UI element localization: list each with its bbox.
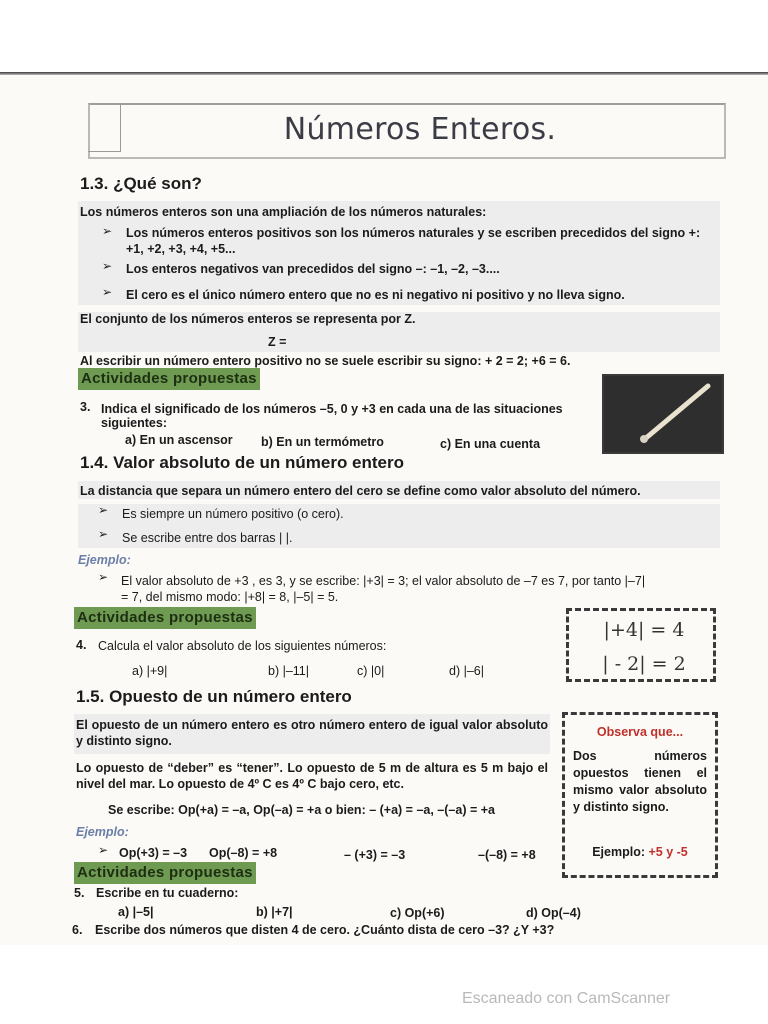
act5-option-b: b) |+7| bbox=[256, 905, 293, 919]
act5-option-c: c) Op(+6) bbox=[390, 906, 445, 920]
sign-text: Al escribir un número entero positivo no se suele escribir su signo: + 2 = 2; +6 = 6. bbox=[80, 354, 571, 368]
act3-text: Indica el significado de los números –5, 0 y +3 en cada una de las situaciones bbox=[101, 402, 563, 416]
arrowhead-bullet-icon: ➢ bbox=[102, 259, 113, 273]
arrowhead-bullet-icon: ➢ bbox=[102, 285, 113, 299]
bullet-positivos-examples: +1, +2, +3, +4, +5... bbox=[126, 242, 236, 256]
abs-value-box bbox=[566, 608, 716, 682]
set-text: El conjunto de los números enteros se representa por Z. bbox=[80, 312, 416, 326]
act5-option-a: a) |–5| bbox=[118, 905, 154, 919]
activities-label: Actividades propuestas bbox=[74, 862, 256, 884]
act4-text: Calcula el valor absoluto de los siguientes números: bbox=[98, 639, 387, 653]
act4-option-d: d) |–6| bbox=[449, 664, 484, 678]
act5-option-d: d) Op(–4) bbox=[526, 906, 581, 920]
observa-box bbox=[562, 712, 718, 878]
camscanner-watermark: Escaneado con CamScanner bbox=[462, 990, 671, 1007]
activities-label: Actividades propuestas bbox=[74, 607, 256, 629]
section-1-3-heading: 1.3. ¿Qué son? bbox=[80, 174, 202, 193]
bullet-cero: El cero es el único número entero que no es ni negativo ni positivo y no lleva signo. bbox=[126, 288, 625, 302]
opuesto-examples: Lo opuesto de “deber” es “tener”. Lo opuesto de 5 m de altura es 5 m bajo el nivel del mar. Lo opuesto de 4º C es 4º C bajo cero, etc. bbox=[76, 761, 548, 791]
act3-option-c: c) En una cuenta bbox=[440, 437, 541, 451]
scan-bottom-margin bbox=[0, 945, 768, 1024]
section-1-5-heading: 1.5. Opuesto de un número entero bbox=[76, 687, 352, 706]
abs-example-1: |+4| = 4 bbox=[603, 619, 685, 641]
act3-option-b: b) En un termómetro bbox=[261, 435, 384, 449]
arrowhead-bullet-icon: ➢ bbox=[98, 570, 109, 584]
act6-number: 6. bbox=[72, 923, 83, 937]
bullet-positivo-cero: Es siempre un número positivo (o cero). bbox=[122, 507, 344, 521]
section-1-3-intro: Los números enteros son una ampliación de los números naturales: bbox=[80, 205, 487, 219]
op-example-4: –(–8) = +8 bbox=[478, 848, 536, 862]
observa-title: Observa que... bbox=[596, 725, 684, 739]
arrowhead-bullet-icon: ➢ bbox=[102, 224, 113, 238]
abs-example-2: | - 2| = 2 bbox=[602, 653, 686, 675]
arrowhead-bullet-icon: ➢ bbox=[98, 527, 109, 541]
example-label-1-5: Ejemplo: bbox=[76, 825, 129, 839]
act5-number: 5. bbox=[74, 886, 85, 900]
act4-option-b: b) |–11| bbox=[268, 664, 310, 678]
act5-text: Escribe en tu cuaderno: bbox=[96, 886, 239, 900]
activities-label: Actividades propuestas bbox=[78, 368, 260, 390]
op-example-3: – (+3) = –3 bbox=[344, 848, 406, 862]
example-label-1-4: Ejemplo: bbox=[78, 553, 131, 567]
section-1-4-heading: 1.4. Valor absoluto de un número entero bbox=[80, 453, 405, 472]
act4-option-a: a) |+9| bbox=[132, 664, 168, 678]
act3-option-a: a) En un ascensor bbox=[125, 433, 233, 447]
observa-example: Ejemplo: +5 y -5 bbox=[592, 845, 688, 859]
act6-text: Escribe dos números que disten 4 de cero. ¿Cuánto dista de cero –3? ¿Y +3? bbox=[95, 923, 555, 937]
example-abs-2: = 7, del mismo modo: |+8| = 8, |–5| = 5. bbox=[121, 590, 339, 604]
bullet-barras: Se escribe entre dos barras | |. bbox=[122, 531, 293, 545]
opuesto-formula: Se escribe: Op(+a) = –a, Op(–a) = +a o bien: – (+a) = –a, –(–a) = +a bbox=[108, 803, 495, 817]
bullet-negativos: Los enteros negativos van precedidos del signo –: –1, –2, –3.... bbox=[126, 262, 500, 276]
op-example-1: Op(+3) = –3 bbox=[119, 846, 188, 860]
act4-option-c: c) |0| bbox=[357, 664, 385, 678]
act3-number: 3. bbox=[80, 400, 91, 414]
op-example-2: Op(–8) = +8 bbox=[209, 846, 278, 860]
example-abs-1: El valor absoluto de +3 , es 3, y se escribe: |+3| = 3; el valor absoluto de –7 es 7, por tanto |–7| bbox=[121, 574, 646, 588]
act4-number: 4. bbox=[76, 638, 87, 652]
arrowhead-bullet-icon: ➢ bbox=[98, 503, 109, 517]
act3-text-2: siguientes: bbox=[101, 416, 167, 430]
page-title: Números Enteros. bbox=[283, 112, 557, 147]
section-1-4-intro: La distancia que separa un número entero del cero se define como valor absoluto del número. bbox=[80, 484, 641, 498]
bullet-positivos: Los números enteros positivos son los números naturales y se escriben precedidos del signo +: bbox=[126, 226, 701, 240]
observa-text: Dos números opuestos tienen el mismo valor absoluto y distinto signo. bbox=[573, 749, 707, 814]
thermometer-photo bbox=[602, 374, 724, 454]
arrowhead-bullet-icon: ➢ bbox=[98, 843, 109, 857]
scan-top-margin bbox=[0, 0, 768, 72]
opuesto-definition: El opuesto de un número entero es otro número entero de igual valor absoluto y distinto signo. bbox=[76, 718, 548, 748]
z-label: Z = bbox=[268, 335, 287, 349]
